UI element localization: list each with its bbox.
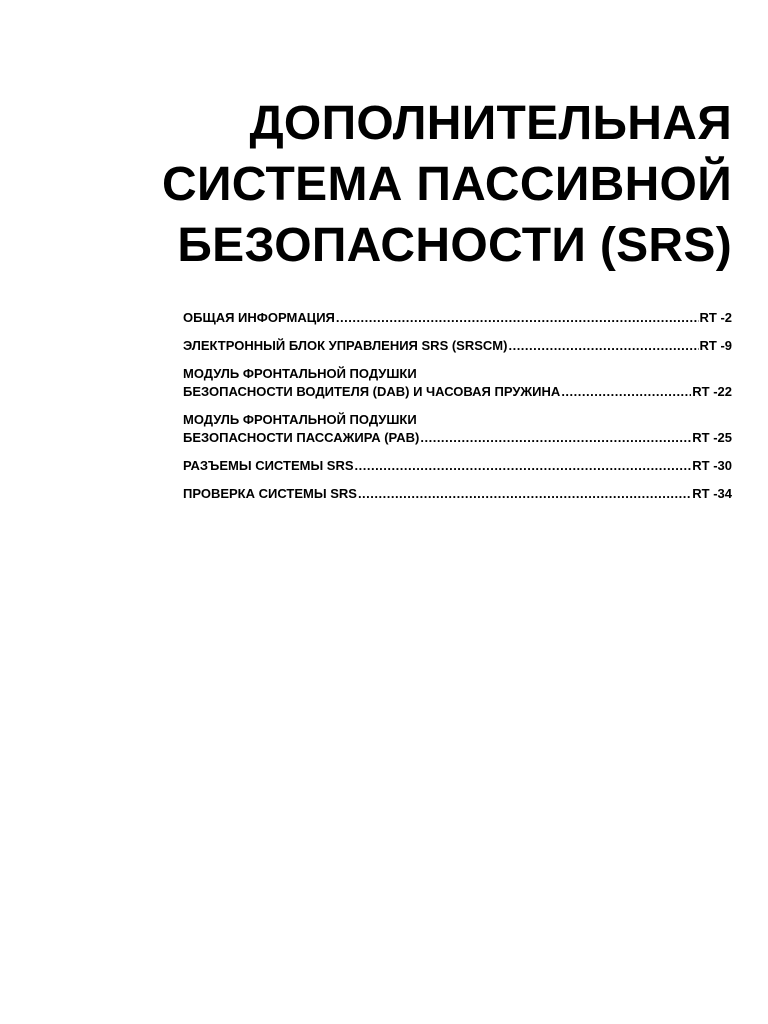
toc-page-ref: RT -30	[692, 458, 732, 473]
toc-page-ref: RT -2	[699, 310, 732, 325]
chapter-title-line: БЕЗОПАСНОСТИ (SRS)	[177, 219, 732, 272]
toc-entry-title: МОДУЛЬ ФРОНТАЛЬНОЙ ПОДУШКИ	[183, 366, 417, 381]
toc-leader-line	[183, 429, 732, 447]
toc-leader-line	[183, 383, 732, 401]
toc-entry-dab[interactable]	[183, 365, 732, 401]
toc-dot-leader	[561, 383, 691, 401]
toc-entry-title: МОДУЛЬ ФРОНТАЛЬНОЙ ПОДУШКИ	[183, 412, 417, 427]
toc-page-ref: RT -22	[692, 384, 732, 399]
toc-leader-line	[183, 337, 732, 355]
toc-leader-line	[183, 457, 732, 475]
toc-entry-pab[interactable]	[183, 411, 732, 447]
table-of-contents	[183, 309, 732, 513]
toc-entry-general-info[interactable]	[183, 309, 732, 327]
chapter-title-line: ДОПОЛНИТЕЛЬНАЯ	[249, 97, 732, 150]
toc-entry-title: ЭЛЕКТРОННЫЙ БЛОК УПРАВЛЕНИЯ SRS (SRSCM)	[183, 338, 508, 353]
toc-page-ref: RT -34	[692, 486, 732, 501]
toc-entry-title: ОБЩАЯ ИНФОРМАЦИЯ	[183, 310, 335, 325]
toc-entry-title: ПРОВЕРКА СИСТЕМЫ SRS	[183, 486, 357, 501]
toc-entry-connectors[interactable]	[183, 457, 732, 475]
toc-leader-line	[183, 309, 732, 327]
toc-dot-leader	[420, 429, 691, 447]
toc-entry-inspection[interactable]	[183, 485, 732, 503]
toc-leader-line	[183, 485, 732, 503]
toc-page-ref: RT -25	[692, 430, 732, 445]
toc-page-ref: RT -9	[699, 338, 732, 353]
toc-dot-leader	[336, 309, 699, 327]
toc-entry-title: БЕЗОПАСНОСТИ ВОДИТЕЛЯ (DAB) И ЧАСОВАЯ ПРУЖИНА	[183, 384, 561, 399]
chapter-title	[52, 93, 732, 276]
toc-dot-leader	[508, 337, 698, 355]
toc-entry-title: РАЗЪЕМЫ СИСТЕМЫ SRS	[183, 458, 354, 473]
toc-entry-title: БЕЗОПАСНОСТИ ПАССАЖИРА (PAB)	[183, 430, 420, 445]
toc-entry-srscm[interactable]	[183, 337, 732, 355]
chapter-title-line: СИСТЕМА ПАССИВНОЙ	[161, 158, 732, 211]
toc-dot-leader	[358, 485, 691, 503]
toc-dot-leader	[355, 457, 692, 475]
